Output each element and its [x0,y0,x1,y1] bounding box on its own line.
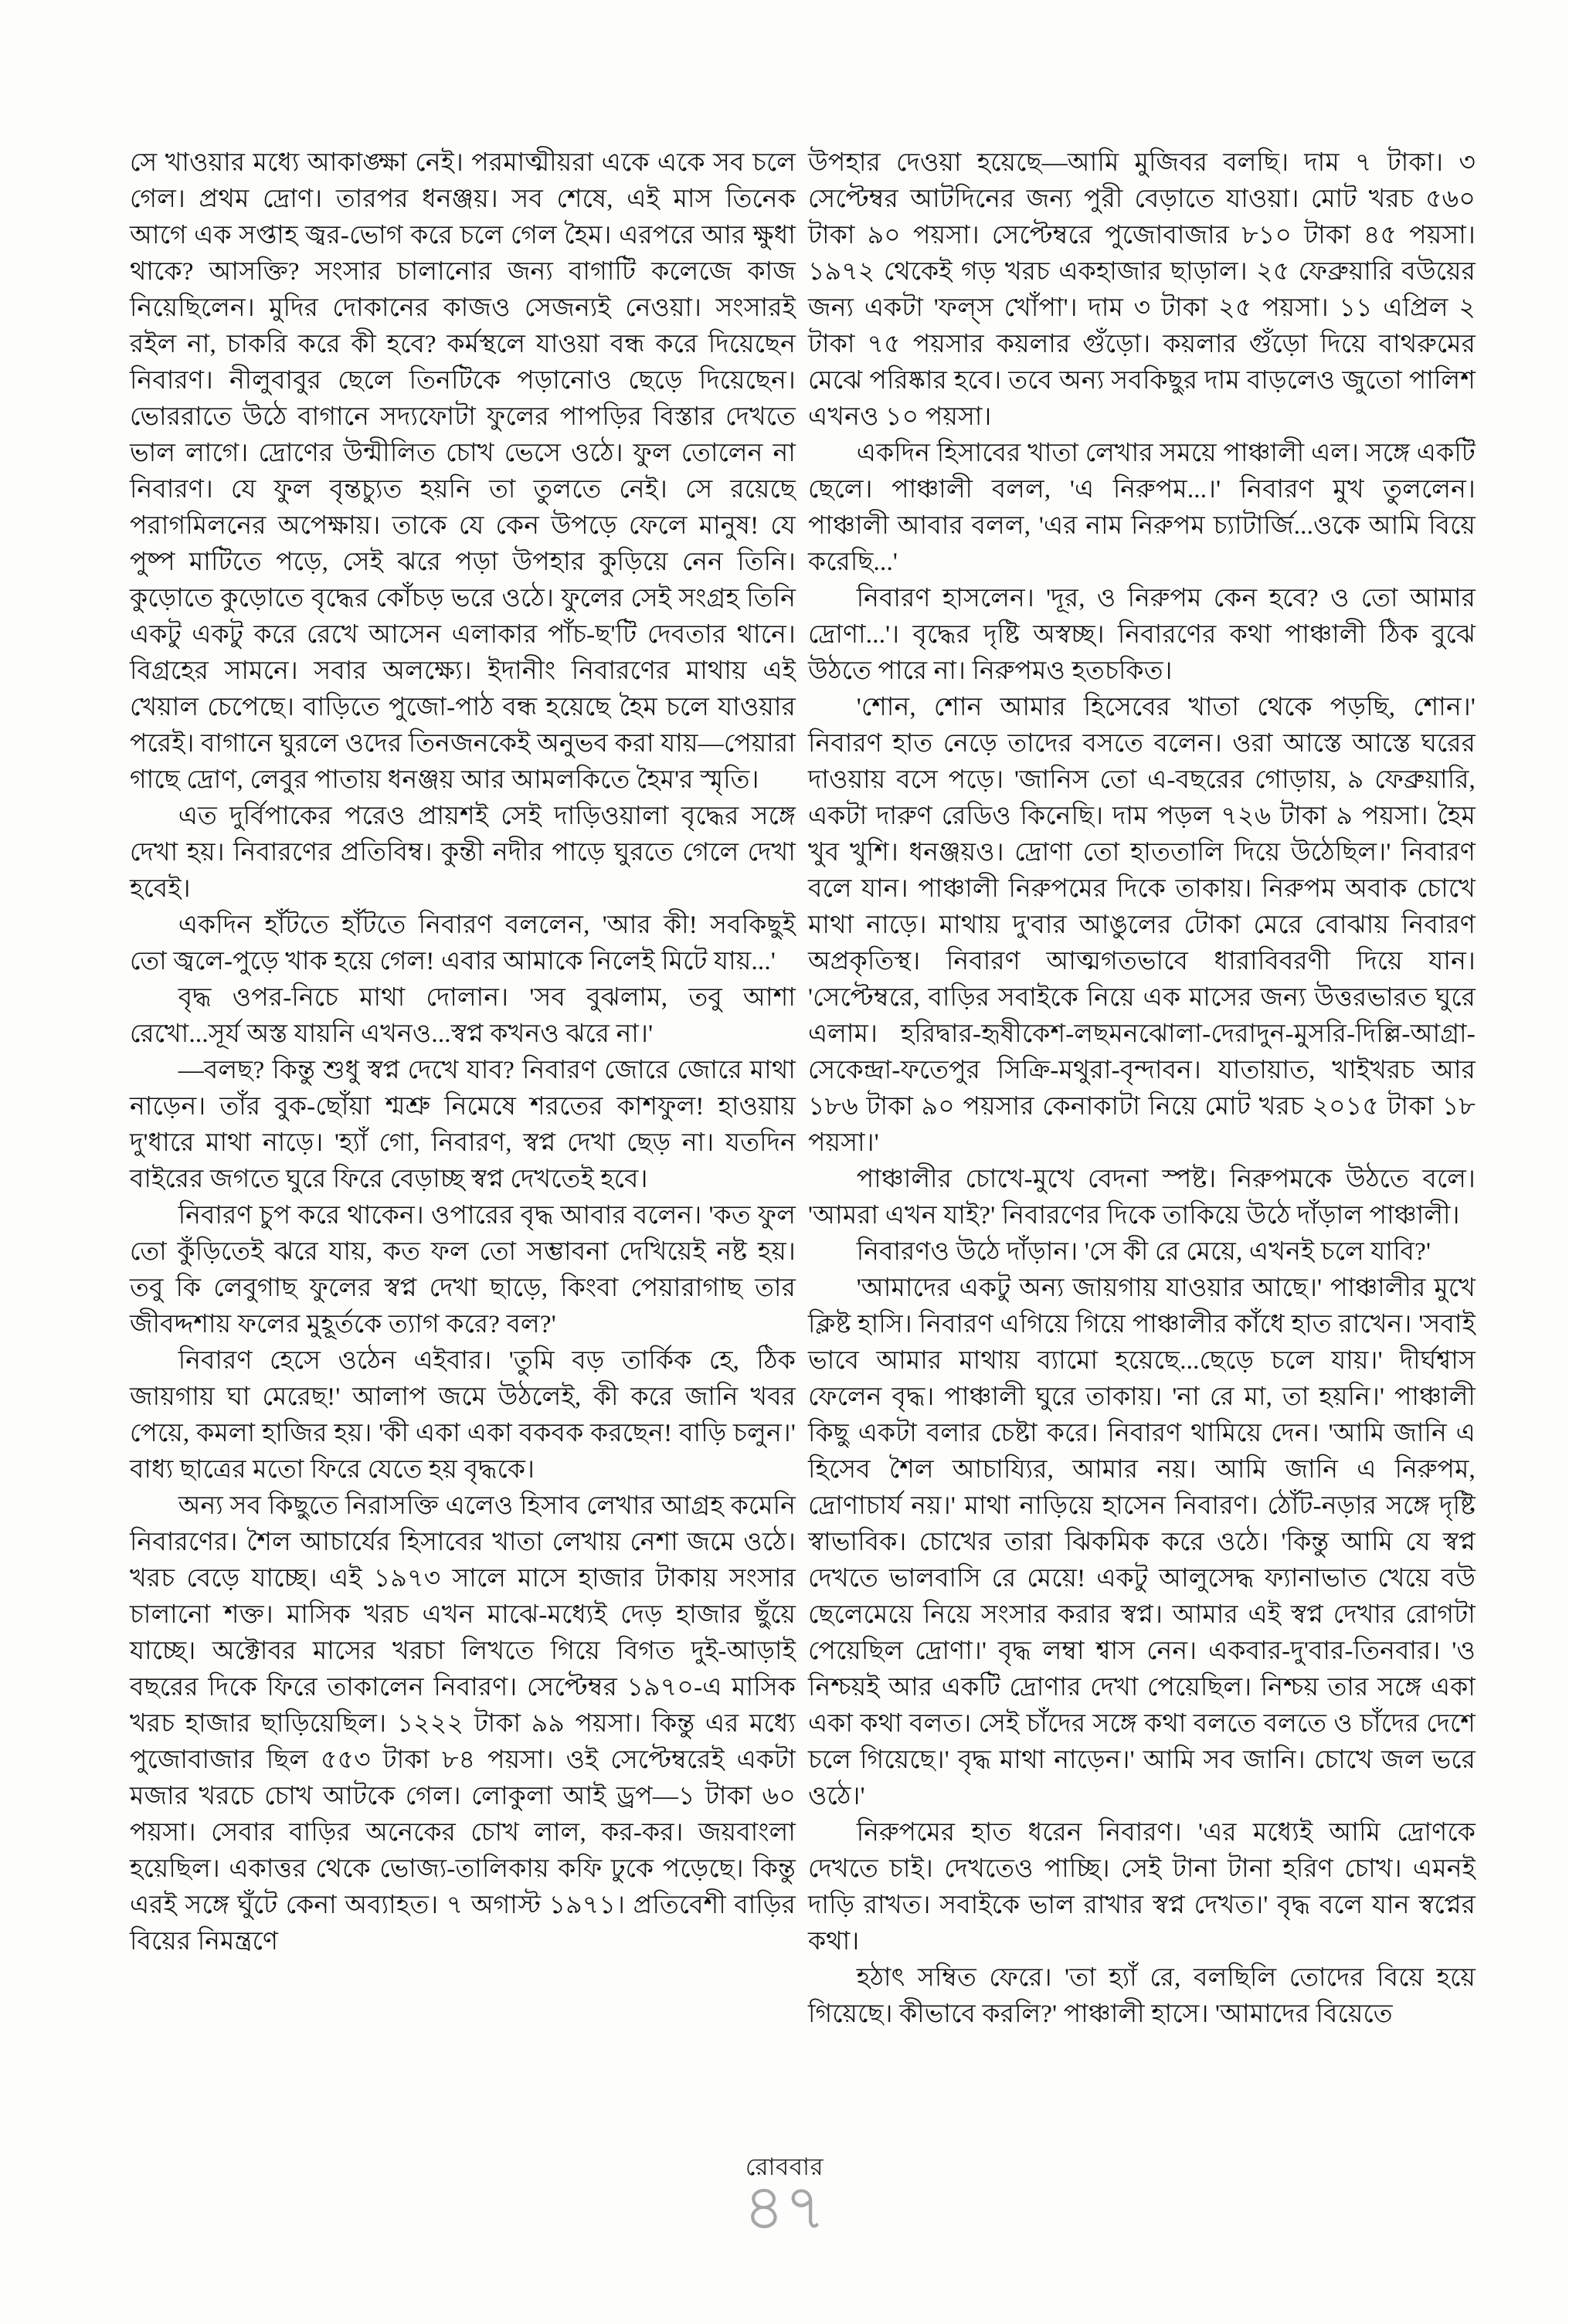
paragraph: বৃদ্ধ ওপর-নিচে মাথা দোলান। 'সব বুঝলাম, তবু আশা রেখো...সূর্য অস্ত যায়নি এখনও...স্বপ্ন কখনও ঝরে না।' [130,984,796,1048]
paragraph: নিবারণ হাসলেন। 'দূর, ও নিরুপম কেন হবে? ও তো আমার দ্রোণা...'। বৃদ্ধের দৃষ্টি অস্বচ্ছ। নিবারণের কথা পাঞ্চালী ঠিক বুঝে উঠতে পারে না। নিরুপমও হতচকিত। [808,585,1476,685]
paragraph: 'আমাদের একটু অন্য জায়গায় যাওয়ার আছে।' পাঞ্চালীর মুখে ক্লিষ্ট হাসি। নিবারণ এগিয়ে গিয়ে পাঞ্চালীর কাঁধে হাত রাখেন। 'সবাই ভাবে আমার মাথায় ব্যামো হয়েছে...ছেড়ে চলে যায়।' দীর্ঘশ্বাস ফেলেন বৃদ্ধ। পাঞ্চালী ঘুরে তাকায়। 'না রে মা, তা হয়নি।' পাঞ্চালী কিছু একটা বলার চেষ্টা করে। নিবারণ থামিয়ে দেন। 'আমি জানি এ হিসেব শৈল আচায্যির, আমার নয়। আমি জানি এ নিরুপম, দ্রোণাচার্য নয়।' মাথা নাড়িয়ে হাসেন নিবারণ। ঠোঁট-নড়ার সঙ্গে দৃষ্টি স্বাভাবিক। চোখের তারা ঝিকমিক করে ওঠে। 'কিন্তু আমি যে স্বপ্ন দেখতে ভালবাসি রে মেয়ে! একটু আলুসেদ্ধ ফ্যানাভাত খেয়ে বউ ছেলেমেয়ে নিয়ে সংসার করার স্বপ্ন। আমার এই স্বপ্ন দেখার রোগটা পেয়েছিল দ্রোণা।' বৃদ্ধ লম্বা শ্বাস নেন। একবার-দু'বার-তিনবার। 'ও নিশ্চয়ই আর একটি দ্রোণার দেখা পেয়েছিল। নিশ্চয় তার সঙ্গে একা একা কথা বলত। সেই চাঁদের সঙ্গে কথা বলতে বলতে ও চাঁদের দেশে চলে গিয়েছে।' বৃদ্ধ মাথা নাড়েন।' আমি সব জানি। চোখে জল ভরে ওঠে।' [808,1274,1476,1810]
paragraph: পাঞ্চালীর চোখে-মুখে বেদনা স্পষ্ট। নিরুপমকে উঠতে বলে। 'আমরা এখন যাই?' নিবারণের দিকে তাকিয়ে উঠে দাঁড়াল পাঞ্চালী। [808,1165,1476,1230]
footer-magazine-title: রোববার [745,2153,824,2180]
paragraph: একদিন হিসাবের খাতা লেখার সময়ে পাঞ্চালী এল। সঙ্গে একটি ছেলে। পাঞ্চালী বলল, 'এ নিরুপম...।' নিবারণ মুখ তুললেন। পাঞ্চালী আবার বলল, 'এর নাম নিরুপম চ্যাটার্জি...ওকে আমি বিয়ে করেছি...' [808,439,1476,576]
page-number: ৪৭ [743,2173,826,2243]
paragraph: নিবারণ হেসে ওঠেন এইবার। 'তুমি বড় তার্কিক হে, ঠিক জায়গায় ঘা মেরেছ!' আলাপ জমে উঠলেই, কী করে জানি খবর পেয়ে, কমলা হাজির হয়। 'কী একা একা বকবক করছেন! বাড়ি চলুন।' বাধ্য ছাত্রের মতো ফিরে যেতে হয় বৃদ্ধকে। [130,1347,796,1484]
paragraph: হঠাৎ সম্বিত ফেরে। 'তা হ্যাঁ রে, বলছিলি তোদের বিয়ে হয়ে গিয়েছে। কীভাবে করলি?' পাঞ্চালী হাসে। 'আমাদের বিয়েতে [808,1964,1476,2028]
paragraph: অন্য সব কিছুতে নিরাসক্তি এলেও হিসাব লেখার আগ্রহ কমেনি নিবারণের। শৈল আচার্যের হিসাবের খাতা লেখায় নেশা জমে ওঠে। খরচ বেড়ে যাচ্ছে। এই ১৯৭৩ সালে মাসে হাজার টাকায় সংসার চালানো শক্ত। মাসিক খরচ এখন মাঝে-মধ্যেই দেড় হাজার ছুঁয়ে যাচ্ছে। অক্টোবর মাসের খরচা লিখতে গিয়ে বিগত দুই-আড়াই বছরের দিকে ফিরে তাকালেন নিবারণ। সেপ্টেম্বর ১৯৭০-এ মাসিক খরচ হাজার ছাড়িয়েছিল। ১২২২ টাকা ৯৯ পয়সা। কিন্তু এর মধ্যে পুজোবাজার ছিল ৫৫৩ টাকা ৮৪ পয়সা। ওই সেপ্টেম্বরেই একটা মজার খরচে চোখ আটকে গেল। লোকুলা আই ড্রপ—১ টাকা ৬০ পয়সা। সেবার বাড়ির অনেকের চোখ লাল, কর-কর। জয়বাংলা হয়েছিল। একাত্তর থেকে ভোজ্য-তালিকায় কফি ঢুকে পড়েছে। কিন্তু এরই সঙ্গে ঘুঁটে কেনা অব্যাহত। ৭ অগাস্ট ১৯৭১। প্রতিবেশী বাড়ির বিয়ের নিমন্ত্রণে [130,1492,796,1956]
paragraph: —বলছ? কিন্তু শুধু স্বপ্ন দেখে যাব? নিবারণ জোরে জোরে মাথা নাড়েন। তাঁর বুক-ছোঁয়া শ্মশ্রু নিমেষে শরতের কাশফুল! হাওয়ায় দু'ধারে মাথা নাড়ে। 'হ্যাঁ গো, নিবারণ, স্বপ্ন দেখা ছেড় না। যতদিন বাইরের জগতে ঘুরে ফিরে বেড়াচ্ছ স্বপ্ন দেখতেই হবে। [130,1057,796,1193]
paragraph: নিরুপমের হাত ধরেন নিবারণ। 'এর মধ্যেই আমি দ্রোণকে দেখতে চাই। দেখতেও পাচ্ছি। সেই টানা টানা হরিণ চোখ। এমনই দাড়ি রাখত। সবাইকে ভাল রাখার স্বপ্ন দেখত।' বৃদ্ধ বলে যান স্বপ্নের কথা। [808,1819,1476,1956]
paragraph: নিবারণ চুপ করে থাকেন। ওপারের বৃদ্ধ আবার বলেন। 'কত ফুল তো কুঁড়িতেই ঝরে যায়, কত ফল তো সম্ভাবনা দেখিয়েই নষ্ট হয়। তবু কি লেবুগাছ ফুলের স্বপ্ন দেখা ছাড়ে, কিংবা পেয়ারাগাছ তার জীবদ্দশায় ফলের মুহূর্তকে ত্যাগ করে? বল?' [130,1202,796,1338]
paragraph: নিবারণও উঠে দাঁড়ান। 'সে কী রে মেয়ে, এখনই চলে যাবি?' [856,1238,1431,1266]
paragraph: এত দুর্বিপাকের পরেও প্রায়শই সেই দাড়িওয়ালা বৃদ্ধের সঙ্গে দেখা হয়। নিবারণের প্রতিবিম্ব। কুন্তী নদীর পাড়ে ঘুরতে গেলে দেখা হবেই। [130,802,796,903]
paragraph: একদিন হাঁটতে হাঁটতে নিবারণ বললেন, 'আর কী! সবকিছুই তো জ্বলে-পুড়ে খাক হয়ে গেল! এবার আমাকে নিলেই মিটে যায়...' [130,911,796,975]
paragraph: সে খাওয়ার মধ্যে আকাঙ্ক্ষা নেই। পরমাত্মীয়রা একে একে সব চলে গেল। প্রথম দ্রোণ। তারপর ধনঞ্জয়। সব শেষে, এই মাস তিনেক আগে এক সপ্তাহ জ্বর-ভোগ করে চলে গেল হৈম। এরপরে আর ক্ষুধা থাকে? আসক্তি? সংসার চালানোর জন্য বাগাটি কলেজে কাজ নিয়েছিলেন। মুদির দোকানের কাজও সেজন্যই নেওয়া। সংসারই রইল না, চাকরি করে কী হবে? কর্মস্থলে যাওয়া বন্ধ করে দিয়েছেন নিবারণ। নীলুবাবুর ছেলে তিনটিকে পড়ানোও ছেড়ে দিয়েছেন। ভোররাতে উঠে বাগানে সদ্যফোটা ফুলের পাপড়ির বিস্তার দেখতে ভাল লাগে। দ্রোণের উন্মীলিত চোখ ভেসে ওঠে। ফুল তোলেন না নিবারণ। যে ফুল বৃন্তচ্যুত হয়নি তা তুলতে নেই। সে রয়েছে পরাগমিলনের অপেক্ষায়। তাকে যে কেন উপড়ে ফেলে মানুষ! যে পুষ্প মাটিতে পড়ে, সেই ঝরে পড়া উপহার কুড়িয়ে নেন তিনি। কুড়োতে কুড়োতে বৃদ্ধের কোঁচড় ভরে ওঠে। ফুলের সেই সংগ্রহ তিনি একটু একটু করে রেখে আসেন এলাকার পাঁচ-ছ'টি দেবতার থানে। বিগ্রহের সামনে। সবার অলক্ষ্যে। ইদানীং নিবারণের মাথায় এই খেয়াল চেপেছে। বাড়িতে পুজো-পাঠ বন্ধ হয়েছে হৈম চলে যাওয়ার পরেই। বাগানে ঘুরলে ওদের তিনজনকেই অনুভব করা যায়—পেয়ারা গাছে দ্রোণ, লেবুর পাতায় ধনঞ্জয় আর আমলকিতে হৈম'র স্মৃতি। [130,149,796,794]
text-column-left [130,145,796,1960]
text-column-right [808,145,1476,2033]
paragraph: উপহার দেওয়া হয়েছে—আমি মুজিবর বলছি। দাম ৭ টাকা। ৩ সেপ্টেম্বর আটদিনের জন্য পুরী বেড়াতে যাওয়া। মোট খরচ ৫৬০ টাকা ৯০ পয়সা। সেপ্টেম্বরে পুজোবাজার ৮১০ টাকা ৪৫ পয়সা। ১৯৭২ থেকেই গড় খরচ একহাজার ছাড়াল। ২৫ ফেব্রুয়ারি বউয়ের জন্য একটা 'ফল্স খোঁপা'। দাম ৩ টাকা ২৫ পয়সা। ১১ এপ্রিল ২ টাকা ৭৫ পয়সার কয়লার গুঁড়ো। কয়লার গুঁড়ো দিয়ে বাথরুমের মেঝে পরিষ্কার হবে। তবে অন্য সবকিছুর দাম বাড়লেও জুতো পালিশ এখনও ১০ পয়সা। [808,149,1476,431]
paragraph: 'শোন, শোন আমার হিসেবের খাতা থেকে পড়ছি, শোন।' নিবারণ হাত নেড়ে তাদের বসতে বলেন। ওরা আস্তে আস্তে ঘরের দাওয়ায় বসে পড়ে। 'জানিস তো এ-বছরের গোড়ায়, ৯ ফেব্রুয়ারি, একটা দারুণ রেডিও কিনেছি। দাম পড়ল ৭২৬ টাকা ৯ পয়সা। হৈম খুব খুশি। ধনঞ্জয়ও। দ্রোণা তো হাততালি দিয়ে উঠেছিল।' নিবারণ বলে যান। পাঞ্চালী নিরুপমের দিকে তাকায়। নিরুপম অবাক চোখে মাথা নাড়ে। মাথায় দু'বার আঙুলের টোকা মেরে বোঝায় নিবারণ অপ্রকৃতিস্থ। নিবারণ আত্মগতভাবে ধারাবিবরণী দিয়ে যান। 'সেপ্টেম্বরে, বাড়ির সবাইকে নিয়ে এক মাসের জন্য উত্তরভারত ঘুরে এলাম। হরিদ্বার-হৃষীকেশ-লছমনঝোলা-দেরাদুন-মুসরি-দিল্লি-আগ্রা-সেকেন্দ্রা-ফতেপুর সিক্রি-মথুরা-বৃন্দাবন। যাতায়াত, খাইখরচ আর ১৮৬ টাকা ৯০ পয়সার কেনাকাটা নিয়ে মোট খরচ ২০১৫ টাকা ১৮ পয়সা।' [808,694,1476,1157]
